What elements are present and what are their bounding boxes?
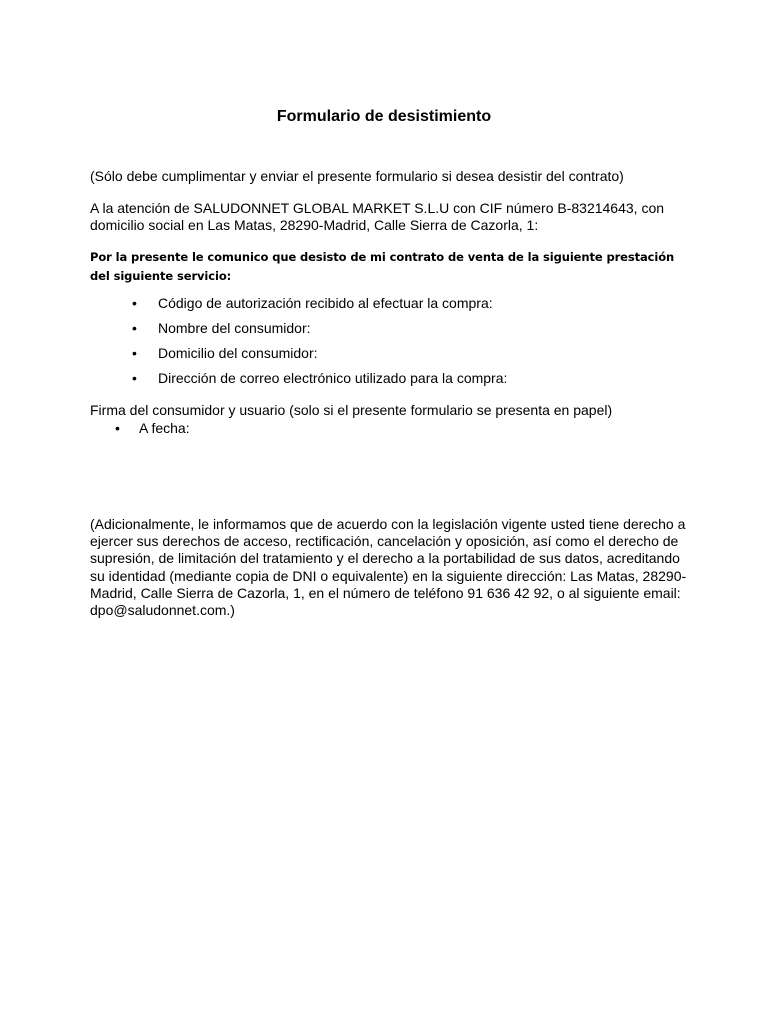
date-item [0,420,300,440]
attention-paragraph: A la atención de SALUDONNET GLOBAL MARKET S.L.U con CIF número B-83214643, con domicilio social en Las Matas, 28290-Madrid, Calle Sierra de Cazorla, 1: [90,200,665,233]
field-label-email: Dirección de correo electrónico utilizado para la compra: [158,370,508,386]
field-label-consumer-name: Nombre del consumidor: [158,320,311,336]
date-label: A fecha: [139,420,190,436]
additional-info-paragraph: (Adicionalmente, le informamos que de acuerdo con la legislación vigente usted tiene derecho a ejercer sus derechos de acceso, rectificación, cancelación y oposición, así como el derecho de supresión, de limitación del tratamiento y el derecho a la portabilidad de sus datos, acreditando su identidad (mediante copia de DNI o equivalente) en la siguiente dirección: Las Matas, 28290-Madrid, Calle Sierra de Cazorla, 1, en el número de teléfono 91 636 42 92, o al siguiente email: dpo@saludonnet.com.) [90,516,687,619]
field-label-authorization-code: Código de autorización recibido al efectuar la compra: [158,295,493,311]
intro-paragraph: (Sólo debe cumplimentar y enviar el presente formulario si desea desistir del contrato) [90,168,624,184]
signature-paragraph: Firma del consumidor y usuario (solo si el presente formulario se presenta en papel) [90,402,613,418]
notice-paragraph: Por la presente le comunico que desisto de mi contrato de venta de la siguiente prestación del siguiente servicio: [90,250,675,283]
field-label-consumer-address: Domicilio del consumidor: [158,345,318,361]
bullet-icon: • [132,295,137,311]
bullet-icon: • [132,370,137,386]
document-title: Formulario de desistimiento [276,108,492,125]
bullet-icon: • [132,345,137,361]
bullet-icon: • [132,320,137,336]
bullet-icon: • [115,420,120,436]
